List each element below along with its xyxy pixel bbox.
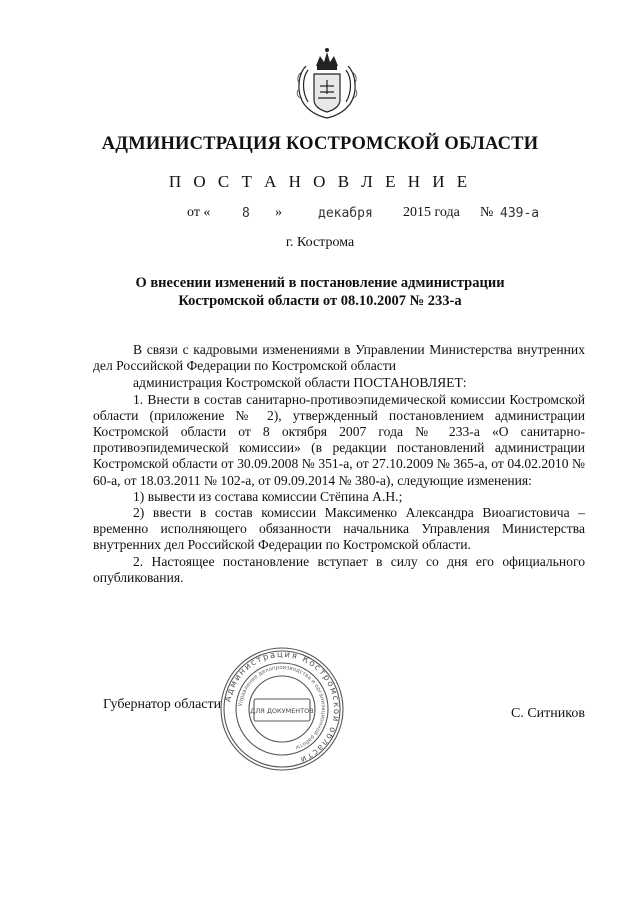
number-sign: №: [480, 205, 494, 220]
document-body: [93, 342, 585, 586]
document-number: 439-а: [500, 206, 540, 221]
stamp-inner-text: Управление делопроизводства и организационной работы: [238, 664, 327, 751]
stamp-center-text: ДЛЯ ДОКУМЕНТОВ: [250, 707, 314, 715]
paragraph-resolves: администрация Костромской области ПОСТАНОВЛЯЕТ:: [133, 375, 467, 391]
coat-of-arms-icon: [294, 44, 360, 122]
stamp-outer-text: Администрация Костромской области: [223, 649, 342, 765]
date-prefix: от «: [187, 205, 211, 220]
date-line: [0, 205, 640, 225]
paragraph-subitem-2: 2) ввести в состав комиссии Максименко Александра Виоагистовича – временно исполняющего обязанности начальника Управления Министерства внутренних дел Российской Федерации по Костромской области.: [93, 505, 585, 553]
official-stamp: [218, 645, 346, 773]
date-month: декабря: [318, 206, 373, 221]
heading-line-1: О внесении изменений в постановление администрации: [135, 275, 505, 291]
paragraph-preamble: В связи с кадровыми изменениями в Управлении Министерства внутренних дел Российской Федерации по Костромской области: [93, 342, 585, 374]
paragraph-item-2: 2. Настоящее постановление вступает в силу со дня его официального опубликования.: [93, 553, 585, 585]
paragraph-item-1: 1. Внести в состав санитарно-противоэпидемической комиссии Костромской области (приложение № 2), утвержденный постановлением администрации Костромской области от 8 октября 2007 года № 233-а «О санитарно-противоэпидемической комиссии» (в редакции постановлений администрации Костромской области от 30.09.2008 № 351-а, от 27.10.2009 № 365-а, от 04.02.2010 № 60-а, от 18.03.2011 № 102-а, от 09.09.2014 № 380-а), следующие изменения:: [93, 391, 585, 488]
date-year: 2015 года: [403, 205, 460, 220]
organization-title: АДМИНИСТРАЦИЯ КОСТРОМСКОЙ ОБЛАСТИ: [101, 134, 539, 154]
document-type: П О С Т А Н О В Л Е Н И Е: [168, 172, 472, 191]
document-heading: [90, 274, 550, 310]
city: г. Кострома: [285, 235, 355, 250]
signature-title: Губернатор области: [103, 697, 222, 712]
paragraph-subitem-1: 1) вывести из состава комиссии Стёпина А.Н.;: [133, 488, 403, 504]
date-day: 8: [242, 206, 250, 221]
date-quote-close: »: [275, 205, 282, 220]
signature-name: С. Ситников: [511, 706, 585, 721]
heading-line-2: Костромской области от 08.10.2007 № 233-а: [178, 293, 462, 309]
